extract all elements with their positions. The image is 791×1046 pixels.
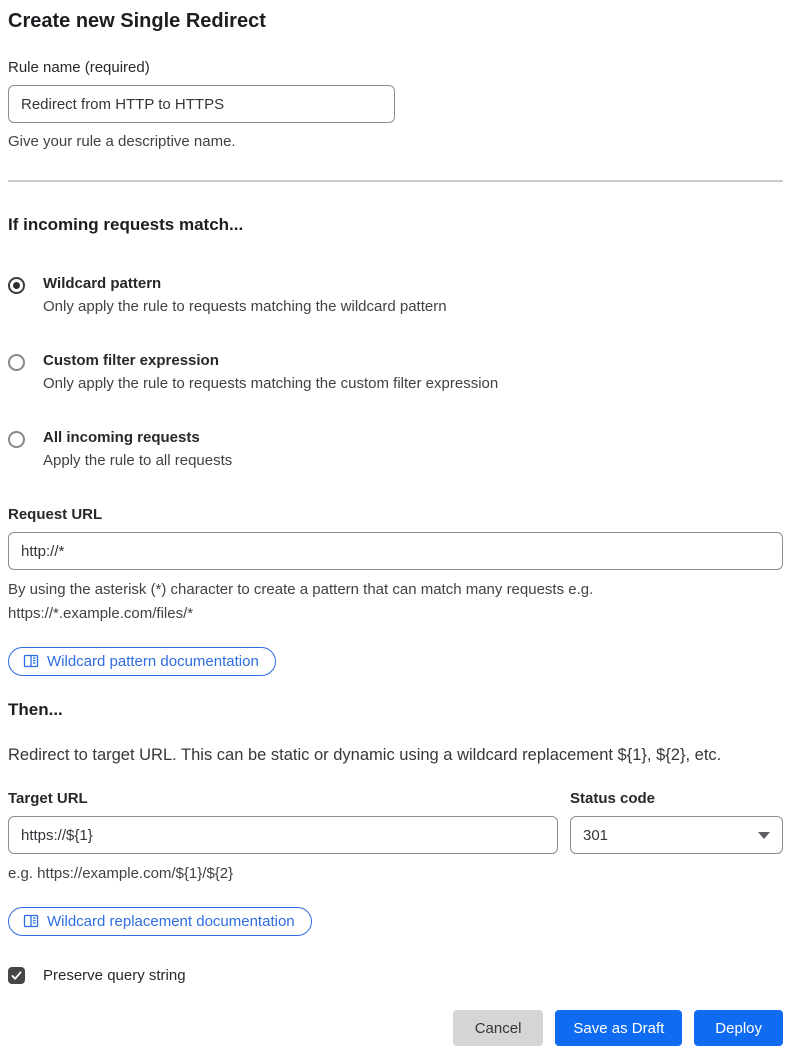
deploy-button[interactable]: Deploy (694, 1010, 783, 1046)
save-as-draft-button[interactable]: Save as Draft (555, 1010, 682, 1046)
target-url-input[interactable] (8, 816, 558, 854)
section-divider (8, 180, 783, 182)
status-code-select[interactable] (570, 816, 783, 854)
radio-label: Custom filter expression (43, 352, 219, 369)
target-url-row (8, 790, 783, 854)
radio-description: Apply the rule to all requests (43, 452, 233, 469)
preserve-query-row[interactable] (8, 967, 783, 984)
rule-name-input[interactable] (8, 85, 395, 123)
radio-button-icon[interactable] (8, 277, 25, 294)
doc-button-label: Wildcard pattern documentation (47, 652, 259, 670)
target-url-help: e.g. https://example.com/${1}/${2} (8, 865, 234, 882)
match-type-radio-group (8, 275, 783, 469)
book-icon (23, 653, 39, 669)
rule-name-label: Rule name (required) (8, 59, 150, 76)
doc-button-label: Wildcard replacement documentation (47, 912, 295, 930)
status-code-label: Status code (570, 790, 656, 807)
radio-option-custom-filter[interactable] (8, 352, 783, 392)
radio-description: Only apply the rule to requests matching the wildcard pattern (43, 298, 447, 315)
then-description: Redirect to target URL. This can be static or dynamic using a wildcard replacement ${1}, ${2}, etc. (8, 746, 722, 764)
chevron-down-icon (758, 832, 770, 839)
request-url-label: Request URL (8, 506, 103, 523)
radio-label: Wildcard pattern (43, 275, 162, 292)
page-title: Create new Single Redirect (8, 10, 266, 32)
radio-button-icon[interactable] (8, 431, 25, 448)
then-section-heading: Then... (8, 700, 63, 719)
status-code-value: 301 (583, 826, 609, 844)
radio-description: Only apply the rule to requests matching the custom filter expression (43, 375, 499, 392)
target-url-label: Target URL (8, 790, 88, 807)
request-url-input[interactable] (8, 532, 783, 570)
preserve-query-label: Preserve query string (43, 967, 186, 984)
footer-actions (8, 1010, 783, 1046)
radio-label: All incoming requests (43, 429, 200, 446)
cancel-button[interactable]: Cancel (453, 1010, 544, 1046)
rule-name-help: Give your rule a descriptive name. (8, 133, 236, 150)
radio-option-wildcard-pattern[interactable] (8, 275, 783, 315)
checkbox-checked-icon[interactable] (8, 967, 25, 984)
book-icon (23, 913, 39, 929)
radio-button-icon[interactable] (8, 354, 25, 371)
request-url-help-line1: By using the asterisk (*) character to create a pattern that can match many requests e.g. (8, 581, 594, 598)
wildcard-pattern-docs-button[interactable] (8, 647, 276, 676)
radio-option-all-requests[interactable] (8, 429, 783, 469)
request-url-help-line2: https://*.example.com/files/* (8, 605, 194, 622)
wildcard-replacement-docs-button[interactable] (8, 907, 312, 936)
match-section-heading: If incoming requests match... (8, 215, 244, 234)
